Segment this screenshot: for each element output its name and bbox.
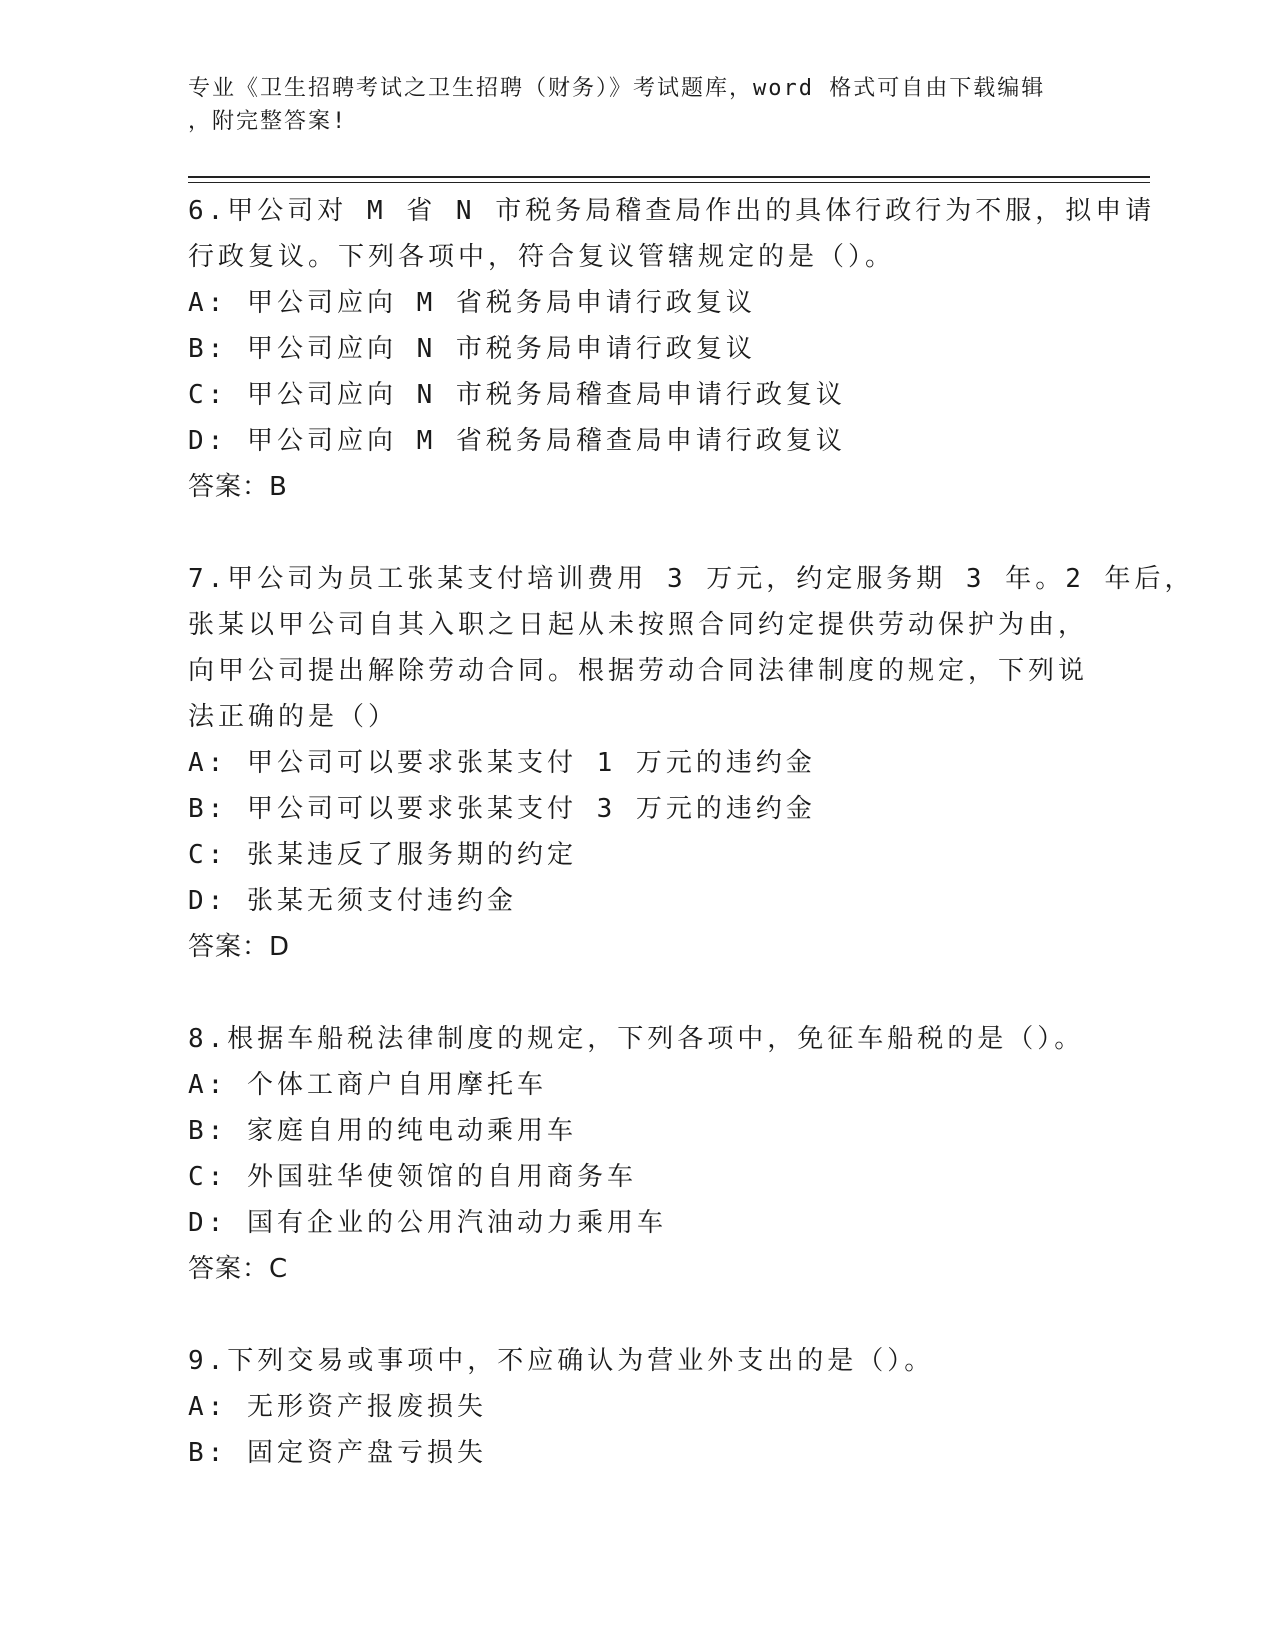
- header-divider-thin: [188, 182, 1150, 183]
- question-7: [188, 556, 1195, 970]
- question-stem-line: 张某以甲公司自其入职之日起从未按照合同约定提供劳动保护为由，: [188, 610, 1089, 640]
- question-stem-line: 法正确的是（）: [188, 702, 399, 732]
- option-b: B: 家庭自用的纯电动乘用车: [188, 1116, 577, 1146]
- question-stem-line: 7.甲公司为员工张某支付培训费用 3 万元，约定服务期 3 年。2 年后，: [188, 564, 1195, 594]
- question-stem-line: 行政复议。下列各项中，符合复议管辖规定的是（）。: [188, 242, 896, 272]
- option-d: D: 甲公司应向 M 省税务局稽查局申请行政复议: [188, 426, 846, 456]
- question-9: [188, 1338, 1068, 1476]
- option-d: D: 国有企业的公用汽油动力乘用车: [188, 1208, 667, 1238]
- option-b: B: 甲公司可以要求张某支付 3 万元的违约金: [188, 794, 816, 824]
- option-a: A: 甲公司可以要求张某支付 1 万元的违约金: [188, 748, 816, 778]
- question-stem-line: 向甲公司提出解除劳动合同。根据劳动合同法律制度的规定，下列说: [188, 656, 1089, 686]
- option-a: A: 甲公司应向 M 省税务局申请行政复议: [188, 288, 756, 318]
- option-d: D: 张某无须支付违约金: [188, 886, 517, 916]
- header-line-2: ，附完整答案!: [188, 109, 348, 134]
- option-c: C: 甲公司应向 N 市税务局稽查局申请行政复议: [188, 380, 846, 410]
- option-a: A: 无形资产报废损失: [188, 1392, 487, 1422]
- header-divider-thick: [188, 176, 1150, 178]
- question-list: [188, 188, 1195, 1476]
- answer-line: 答案：B: [188, 472, 288, 502]
- question-gap: [188, 970, 1068, 1016]
- document-header: [188, 72, 1068, 138]
- question-stem-line: 8.根据车船税法律制度的规定，下列各项中，免征车船税的是（）。: [188, 1024, 1085, 1054]
- question-6: [188, 188, 1156, 510]
- option-b: B: 甲公司应向 N 市税务局申请行政复议: [188, 334, 756, 364]
- answer-line: 答案：C: [188, 1254, 289, 1284]
- question-gap: [188, 1292, 1068, 1338]
- option-c: C: 张某违反了服务期的约定: [188, 840, 577, 870]
- question-stem-line: 9.下列交易或事项中，不应确认为营业外支出的是（）。: [188, 1346, 935, 1376]
- question-gap: [188, 510, 1068, 556]
- question-stem-line: 6.甲公司对 M 省 N 市税务局稽查局作出的具体行政行为不服，拟申请: [188, 196, 1156, 226]
- answer-line: 答案：D: [188, 932, 291, 962]
- option-b: B: 固定资产盘亏损失: [188, 1438, 487, 1468]
- question-8: [188, 1016, 1085, 1292]
- header-line-1: 专业《卫生招聘考试之卫生招聘（财务）》考试题库，word 格式可自由下载编辑: [188, 76, 1046, 101]
- option-a: A: 个体工商户自用摩托车: [188, 1070, 547, 1100]
- option-c: C: 外国驻华使领馆的自用商务车: [188, 1162, 637, 1192]
